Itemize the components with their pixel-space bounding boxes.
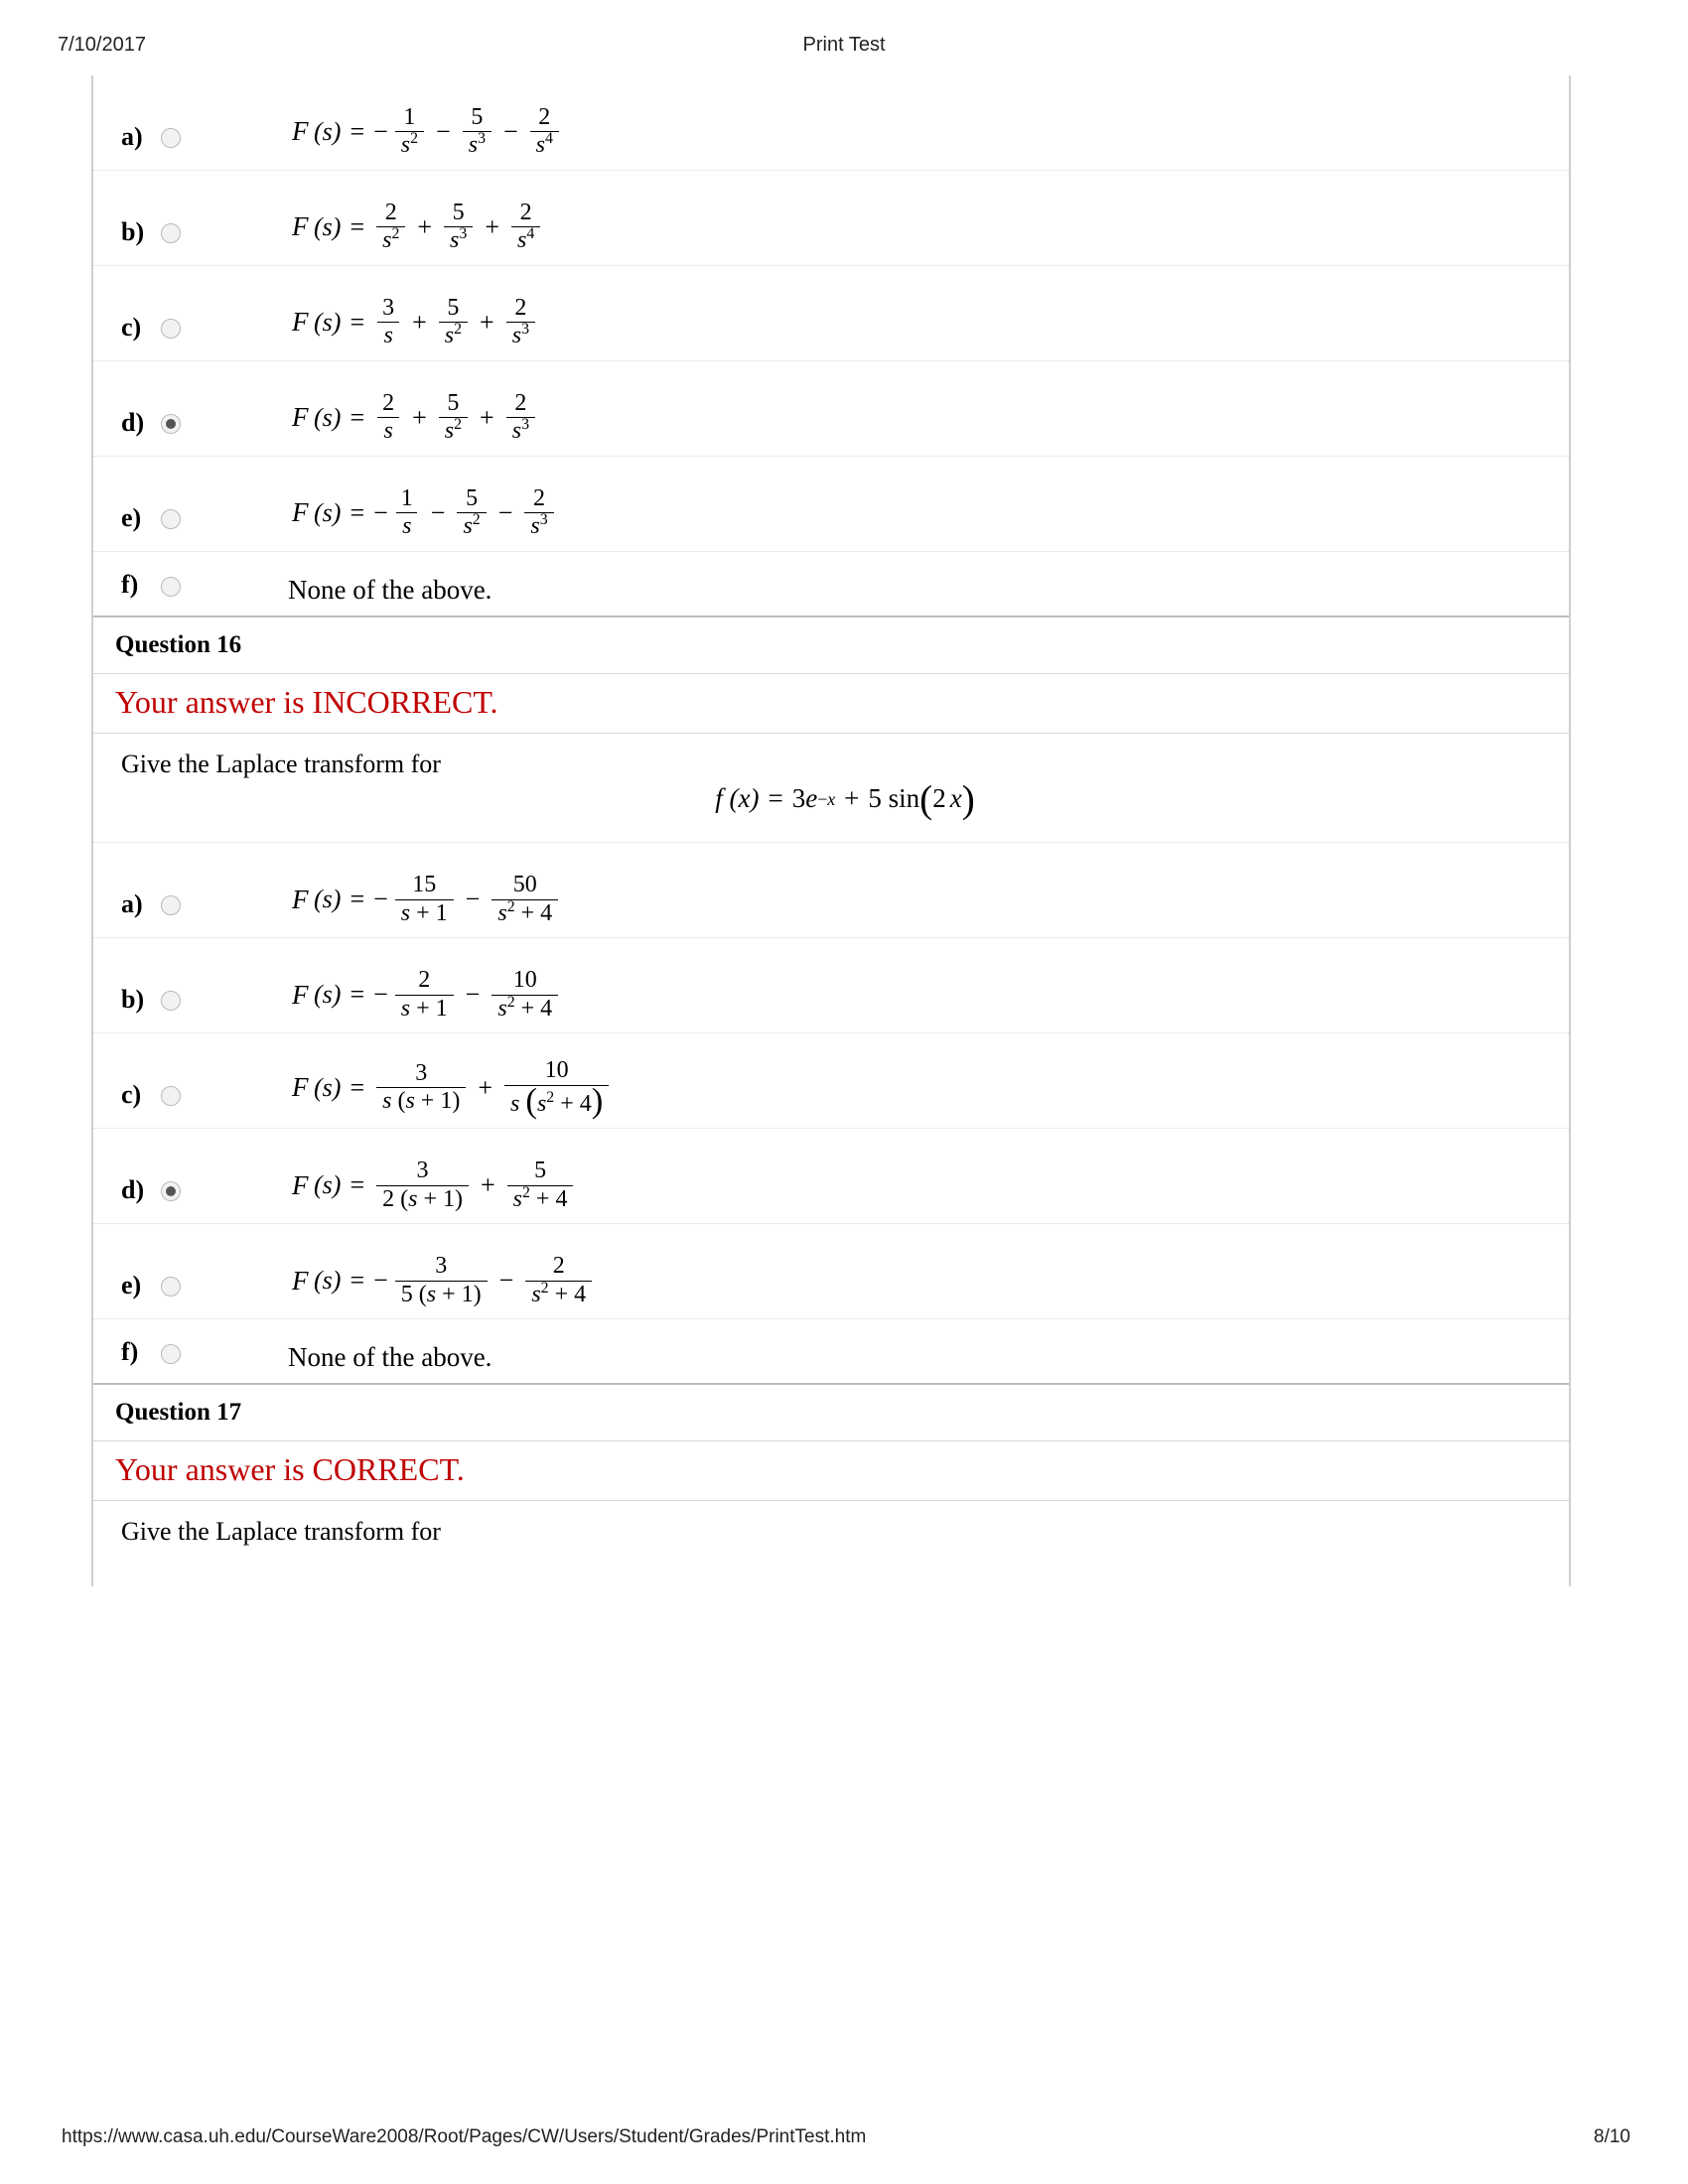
choice-f[interactable] xyxy=(93,552,1569,615)
choice-label: c) xyxy=(121,313,142,341)
choice-label: b) xyxy=(121,217,145,246)
choice-radio-c[interactable] xyxy=(161,1086,181,1106)
choice-d[interactable] xyxy=(93,1129,1569,1224)
choice-radio-d[interactable] xyxy=(161,1181,181,1201)
question-status-16: Your answer is INCORRECT. xyxy=(93,674,1569,734)
question-block-16 xyxy=(93,617,1569,1385)
choice-a[interactable] xyxy=(93,75,1569,171)
choice-label: a) xyxy=(121,889,143,919)
choice-expression: F (s) = − $\frac{2}{s + 1}$ − $\frac{10}{s^2 + 4}$ xyxy=(292,967,561,1023)
question-status-17: Your answer is CORRECT. xyxy=(93,1441,1569,1501)
choice-expression: F (s) = − $\frac{1}{s}$ − $\frac{5}{s^2}$ − $\frac{2}{s^3}$ xyxy=(292,485,557,541)
question-title-16: Question 16 xyxy=(93,617,1569,674)
choice-radio-f[interactable] xyxy=(161,577,181,597)
choice-label: e) xyxy=(121,1271,142,1300)
choice-label: b) xyxy=(121,985,145,1015)
choice-expression: F (s) = $\frac{2}{s^2}$ + $\frac{5}{s^3}$ + $\frac{2}{s^4}$ xyxy=(292,200,543,255)
choice-expression: F (s) = $\frac{2}{s}$ + $\frac{5}{s^2}$ + $\frac{2}{s^3}$ xyxy=(292,390,538,446)
choice-radio-f[interactable] xyxy=(161,1344,181,1364)
question-prompt-16 xyxy=(93,734,1569,843)
choice-radio-b[interactable] xyxy=(161,223,181,243)
choice-e[interactable] xyxy=(93,1224,1569,1319)
choice-text: None of the above. xyxy=(288,1342,492,1373)
choice-radio-b[interactable] xyxy=(161,991,181,1011)
print-footer xyxy=(0,2126,1688,2154)
choice-f[interactable] xyxy=(93,1319,1569,1383)
choice-radio-a[interactable] xyxy=(161,128,181,148)
test-content xyxy=(91,75,1571,1586)
choice-label: d) xyxy=(121,1175,145,1205)
print-date: 7/10/2017 xyxy=(58,34,146,56)
choice-expression: F (s) = − $\frac{1}{s^2}$ − $\frac{5}{s^3}$ − $\frac{2}{s^4}$ xyxy=(292,104,562,160)
choice-expression: F (s) = − $\frac{3}{5 (s + 1)}$ − $\frac{2}{s^2 + 4}$ xyxy=(292,1253,595,1308)
choice-label: c) xyxy=(121,1080,142,1110)
choice-expression: F (s) = − $\frac{15}{s + 1}$ − $\frac{50}{s^2 + 4}$ xyxy=(292,872,561,927)
choice-radio-c[interactable] xyxy=(161,319,181,339)
choice-radio-a[interactable] xyxy=(161,895,181,915)
choice-a[interactable] xyxy=(93,843,1569,938)
choice-expression: F (s) = $\frac{3}{s (s + 1)}$ + $\frac{10}{s (s^2 + 4)}$ xyxy=(292,1057,612,1118)
print-header xyxy=(0,34,1688,64)
question-block-17 xyxy=(93,1385,1569,1586)
choice-expression: F (s) = $\frac{3}{2 (s + 1)}$ + $\frac{5}{s^2 + 4}$ xyxy=(292,1158,576,1213)
choice-b[interactable] xyxy=(93,938,1569,1033)
prompt-text: Give the Laplace transform for xyxy=(121,750,441,778)
choice-label: e) xyxy=(121,503,142,532)
choice-text: None of the above. xyxy=(288,575,492,605)
choice-c[interactable] xyxy=(93,1033,1569,1129)
footer-page-number: 8/10 xyxy=(1594,2126,1630,2147)
choice-radio-e[interactable] xyxy=(161,509,181,529)
print-title: Print Test xyxy=(802,34,886,56)
choice-label: d) xyxy=(121,408,145,437)
question-title-17: Question 17 xyxy=(93,1385,1569,1441)
question-formula-16: f (x) = 3 e −x + 5 sin ( 2 x ) xyxy=(715,778,975,821)
choice-expression: F (s) = $\frac{3}{s}$ + $\frac{5}{s^2}$ + $\frac{2}{s^3}$ xyxy=(292,295,538,350)
choice-label: f) xyxy=(121,1337,139,1367)
choice-label: a) xyxy=(121,122,143,151)
question-block-15-continued xyxy=(93,75,1569,617)
choice-e[interactable] xyxy=(93,457,1569,552)
choice-b[interactable] xyxy=(93,171,1569,266)
choice-label: f) xyxy=(121,570,139,599)
question-prompt-17 xyxy=(93,1501,1569,1586)
choice-radio-e[interactable] xyxy=(161,1277,181,1297)
choice-radio-d[interactable] xyxy=(161,414,181,434)
footer-url: https://www.casa.uh.edu/CourseWare2008/Root/Pages/CW/Users/Student/Grades/PrintTest.htm xyxy=(62,2126,867,2147)
choice-c[interactable] xyxy=(93,266,1569,361)
choice-d[interactable] xyxy=(93,361,1569,457)
prompt-text: Give the Laplace transform for xyxy=(121,1517,441,1547)
